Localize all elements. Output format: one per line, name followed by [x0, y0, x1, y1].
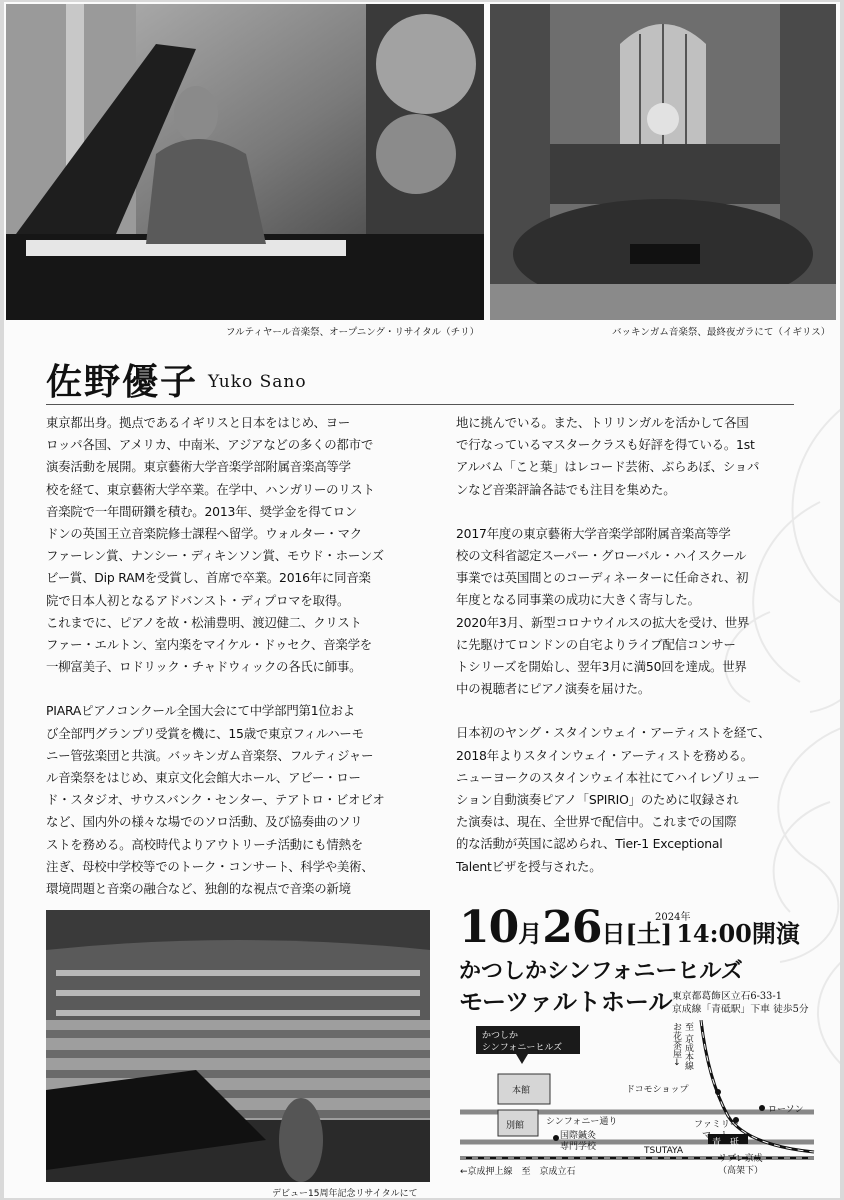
map-libre-line2: （高架下）: [718, 1166, 764, 1176]
event-day-unit: 日: [601, 919, 626, 948]
map-venue-tag-line2: シンフォニーヒルズ: [482, 1043, 563, 1053]
bio-line: ド・スタジオ、サウスバンク・センター、テアトロ・ビオビオ: [46, 792, 385, 808]
bio-line: び全部門グランプリ受賞を機に、15歳で東京フィルハーモ: [46, 725, 364, 741]
map-line-top-2: お花茶屋→: [671, 1022, 681, 1066]
event-datetime: [459, 902, 800, 953]
bio-line: 2020年3月、新型コロナウイルスの拡大を受け、世界: [456, 614, 750, 630]
bio-line: ドンの英国王立音楽院修士課程へ留学。ウォルター・マク: [46, 526, 362, 542]
title-rule: [46, 404, 794, 405]
map-libre-line1: リブレ京成: [718, 1154, 763, 1164]
performer-name-romaji: Yuko Sano: [208, 372, 307, 392]
event-time: 14:00開演: [676, 919, 800, 948]
map-docomo: ドコモショップ: [626, 1085, 689, 1095]
bio-line: 校を経て、東京藝術大学卒業。在学中、ハンガリーのリスト: [46, 481, 375, 497]
venue-access: 京成線「青砥駅」下車 徒歩5分: [672, 1004, 809, 1015]
access-map: [456, 1020, 818, 1180]
bio-line: に先駆けてロンドンの自宅よりライブ配信コンサー: [456, 636, 736, 652]
map-familymart-line1: ファミリー: [694, 1120, 739, 1130]
bio-line: ロッパ各国、アメリカ、中南米、アジアなどの多くの都市で: [46, 437, 374, 453]
bio-line: 2018年よりスタインウェイ・アーティストを務める。: [456, 747, 753, 763]
bio-line: ニューヨークのスタインウェイ本社にてハイレゾリュー: [456, 769, 760, 785]
event-month-unit: 月: [518, 919, 543, 948]
bio-line: ル音楽祭をはじめ、東京文化会館大ホール、アビー・ロー: [46, 770, 361, 786]
event-weekday: [土]: [625, 919, 673, 948]
bio-line: 中の視聴者にピアノ演奏を届けた。: [456, 681, 651, 697]
bio-line: 事業では英国間とのコーディネーターに任命され、初: [456, 570, 749, 586]
photo-orchestra-gala: [490, 4, 836, 320]
paragraph-gap: [456, 501, 826, 523]
bio-line: トシリーズを開始し、翌年3月に満50回を達成。世界: [456, 659, 747, 675]
bio-line: 日本初のヤング・スタインウェイ・アーティストを経て、: [456, 725, 771, 741]
map-line-top-1: 至 京成本線: [683, 1022, 693, 1070]
bio-line: 一柳富美子、ロドリック・チャドウィックの各氏に師事。: [46, 659, 362, 675]
bio-line: など、国内外の様々な場でのソロ活動、及び協奏曲のソリ: [46, 814, 363, 830]
bio-line: ファーレン賞、ナンシー・ディキンソン賞、モウド・ホーンズ: [46, 548, 384, 564]
bio-line: 演奏活動を展開。東京藝術大学音楽学部附属音楽高等学: [46, 459, 351, 475]
bio-line: ション自動演奏ピアノ「SPIRIO」のために収録され: [456, 792, 739, 808]
caption-photo2: バッキンガム音楽祭、最終夜ガラにて（イギリス）: [612, 327, 831, 338]
bio-line: ストを務める。高校時代よりアウトリーチ活動にも情熱を: [46, 836, 363, 852]
bio-line: PIARAピアノコンクール全国大会にて中学部門第1位およ: [46, 703, 355, 719]
venue-name: かつしかシンフォニーヒルズ: [459, 958, 743, 984]
bio-line: 年度となる同事業の成功に大きく寄与した。: [456, 592, 700, 608]
paragraph-gap: [46, 678, 430, 700]
bio-line: 地に挑んでいる。また、トリリンガルを活かして各国: [456, 415, 749, 430]
bio-line: 2017年度の東京藝術大学音楽学部附属音楽高等学: [456, 525, 731, 541]
biography-left-column: [46, 412, 430, 900]
bio-line: 的な活動が英国に認められ、Tier-1 Exceptional: [456, 836, 723, 852]
venue-address: 東京都葛飾区立石6-33-1: [672, 991, 782, 1002]
map-line-left: ←京成押上線 至 京成立石: [460, 1167, 576, 1177]
bio-line: 音楽院で一年間研鑽を積む。2013年、奨学金を得てロン: [46, 503, 358, 519]
bio-line: 院で日本人初となるアドバンスト・ディプロマを取得。: [46, 592, 350, 608]
bio-line: ニー管弦楽団と共演。バッキンガム音楽祭、フルティジャー: [46, 747, 374, 763]
event-day: 26: [542, 902, 602, 953]
photo-pianist-recital: [6, 4, 484, 320]
map-aoto-station: 青 砥: [712, 1138, 740, 1148]
caption-photo3: デビュー15周年記念リサイタルにて: [272, 1189, 418, 1198]
map-familymart-line2: マート: [702, 1131, 730, 1141]
caption-photo1: フルティヤール音楽祭、オープニング・リサイタル（チリ）: [226, 327, 480, 338]
map-lawson: ローソン: [768, 1105, 804, 1115]
bio-line: 校の文科省認定スーパー・グローバル・ハイスクール: [456, 548, 747, 564]
paragraph-gap: [456, 700, 826, 722]
photo-debut-anniversary: [46, 910, 430, 1182]
bio-line: ビー賞、Dip RAMを受賞し、首席で卒業。2016年に同音楽: [46, 570, 371, 586]
biography-right-column: [456, 412, 826, 878]
bio-line: Talentビザを授与された。: [456, 858, 602, 874]
map-school-line2: 専門学校: [560, 1142, 597, 1152]
bio-line: これまでに、ピアノを故・松浦豊明、渡辺健二、クリスト: [46, 614, 362, 630]
map-school-line1: 国際鍼灸: [560, 1131, 597, 1141]
map-venue-tag-line1: かつしか: [482, 1031, 519, 1041]
hall-name: モーツァルトホール: [459, 987, 673, 1016]
flyer-page: [4, 2, 840, 1198]
bio-line: 環境問題と音楽の融合など、独創的な視点で音楽の新境: [46, 881, 351, 897]
performer-name: 佐野優子: [46, 361, 199, 403]
bio-line: ンなど音楽評論各誌でも注目を集めた。: [456, 481, 676, 497]
event-month: 10: [459, 902, 519, 953]
bio-line: 注ぎ、母校中学校等でのトーク・コンサート、科学や美術、: [46, 858, 374, 874]
event-year: 2024年: [655, 912, 691, 923]
map-bekkan: 別館: [506, 1121, 525, 1131]
bio-line: アルバム「こと葉」はレコード芸術、ぶらあぼ、ショパ: [456, 459, 760, 475]
map-honkan: 本館: [512, 1086, 531, 1096]
bio-line: ファー・エルトン、室内楽をマイケル・ドゥセク、音楽学を: [46, 637, 372, 653]
map-tsutaya: TSUTAYA: [644, 1146, 684, 1156]
map-symphony-street: シンフォニー通り: [546, 1117, 618, 1127]
bio-line: で行なっているマスタークラスも好評を得ている。1st: [456, 437, 755, 453]
bio-line: 東京都出身。拠点であるイギリスと日本をはじめ、ヨー: [46, 415, 351, 430]
bio-line: た演奏は、現在、全世界で配信中。これまでの国際: [456, 814, 737, 830]
